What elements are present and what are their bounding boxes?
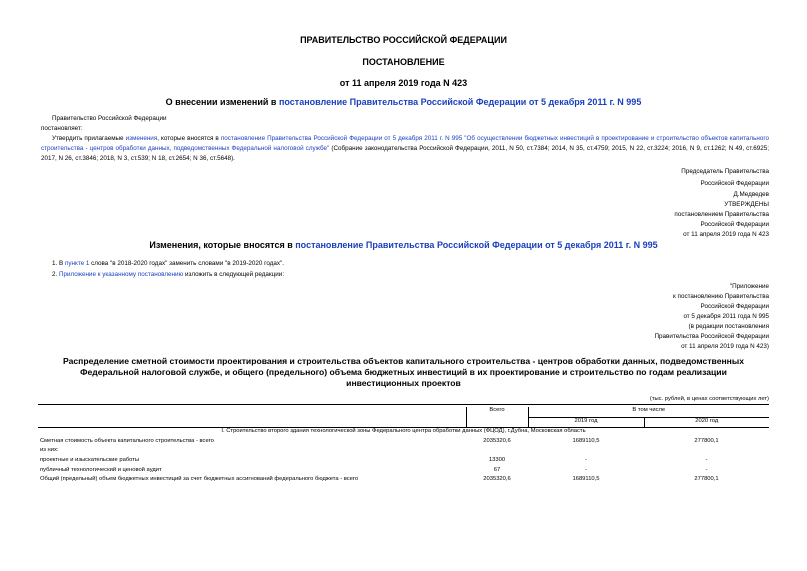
row-total: 2035320,6 bbox=[483, 437, 511, 444]
change-item-2-a: 2. bbox=[52, 271, 60, 278]
decree-995-full-link[interactable]: постановление Правительства Российской Федерации от 5 декабря 2011 г. N 995 "Об осуществлении бюджетных инвестиций в проектирование и строительство объектов капитального строительства - центров обработки данных, подведомственных Федеральной налоговой службе" bbox=[41, 135, 769, 152]
row-2020 bbox=[644, 447, 769, 457]
change-item-1-a: 1. В bbox=[52, 260, 65, 267]
approved-label: УТВЕРЖДЕНЫ bbox=[724, 201, 769, 208]
table-top-rule bbox=[38, 404, 769, 405]
table-subheader-row bbox=[38, 417, 769, 428]
row-total: 67 bbox=[493, 466, 501, 473]
document-title bbox=[0, 97, 807, 107]
annex-line-1: "Приложение bbox=[729, 283, 769, 290]
header-2020: 2020 год bbox=[644, 417, 769, 428]
row-name: из них: bbox=[40, 447, 59, 454]
government-line: Правительство Российской Федерации bbox=[52, 115, 167, 122]
row-2019: 1689110,5 bbox=[572, 476, 600, 483]
row-total: 2035320,6 bbox=[483, 476, 511, 483]
distribution-table bbox=[38, 407, 769, 486]
table-header-row bbox=[38, 407, 769, 417]
row-2019: 1689110,5 bbox=[572, 437, 600, 444]
annex-line-3: Российской Федерации bbox=[700, 303, 769, 310]
units-note: (тыс. рублей, в ценах соответствующих лет) bbox=[649, 396, 769, 402]
row-total bbox=[466, 447, 528, 457]
row-name: Общий (предельный) объем бюджетных инвестиций за счет бюджетных ассигнований федерального бюджета - всего bbox=[40, 476, 359, 483]
changes-link[interactable]: изменения bbox=[125, 135, 158, 142]
table-row bbox=[38, 457, 769, 467]
decrees-line: постановляет: bbox=[41, 125, 83, 132]
row-name: Сметная стоимость объекта капитального строительства - всего bbox=[40, 437, 214, 444]
changes-decree-link[interactable]: постановление Правительства Российской Федерации от 5 декабря 2011 г. N 995 bbox=[295, 240, 658, 250]
table-row bbox=[38, 438, 769, 448]
row-2019: - bbox=[585, 466, 587, 473]
approve-text-b: , которые вносятся в bbox=[157, 135, 221, 142]
document-title-prefix: О внесении изменений в bbox=[165, 97, 279, 107]
document-type: ПОСТАНОВЛЕНИЕ bbox=[362, 57, 445, 67]
row-2020: 277800,1 bbox=[694, 437, 719, 444]
section-title: I. Строительство второго здания технологической зоны Федерального центра обработки данных (ФЦОД), г.Дубна, Московская область bbox=[221, 428, 586, 435]
annex-line-2: к постановлению Правительства bbox=[673, 293, 769, 300]
change-item-1 bbox=[52, 259, 284, 269]
row-name: публичный технологический и ценовой аудит bbox=[40, 466, 162, 473]
table-row bbox=[38, 476, 769, 486]
row-2019: - bbox=[585, 456, 587, 463]
row-total: 13300 bbox=[488, 456, 506, 463]
point-1-link[interactable]: пункте 1 bbox=[64, 260, 90, 267]
table-row bbox=[38, 447, 769, 457]
header-2019: 2019 год bbox=[528, 417, 644, 428]
row-2020: - bbox=[705, 456, 708, 463]
annex-line-5: (в редакции постановления bbox=[688, 323, 769, 330]
decree-995-link[interactable]: постановление Правительства Российской Федерации от 5 декабря 2011 г. N 995 bbox=[278, 97, 642, 107]
approve-text-a: Утвердить прилагаемые bbox=[52, 135, 126, 142]
row-name: проектные и изыскательские работы bbox=[40, 456, 140, 463]
table-row bbox=[38, 467, 769, 477]
row-2020: 277800,1 bbox=[694, 476, 719, 483]
change-item-1-b: слова "в 2018-2020 годах" заменить словами "в 2019-2020 годах". bbox=[89, 260, 285, 267]
annex-line-4: от 5 декабря 2011 года N 995 bbox=[683, 313, 769, 320]
approve-text-c: (Собрание законодательства Российской Федерации, 2011, N 50, ст.7384; 2014, N 35, ст.4759; 2015, N 22, ст.3224; 2016, N 9, ст.1262; N 49, ст.6925; 2017, N 26, ст.3846; 2018, N 3, ст.539; N 18, ст.2654; N 36, ст.5648). bbox=[41, 144, 770, 162]
change-item-2 bbox=[52, 270, 284, 280]
distribution-title: Распределение сметной стоимости проектирования и строительства объектов капитального строительства - центров обработки данных, подведомственных Федеральной налоговой службе, и общего (предельного) объема бюджетных инвестиций в их проектирование и строительство по годам реализации инвестиционных проектов bbox=[62, 356, 744, 388]
approved-date: от 11 апреля 2019 года N 423 bbox=[683, 231, 769, 238]
header-total: Всего bbox=[466, 407, 528, 428]
approve-paragraph bbox=[41, 134, 769, 163]
row-2020: - bbox=[705, 466, 708, 473]
government-title: ПРАВИТЕЛЬСТВО РОССИЙСКОЙ ФЕДЕРАЦИИ bbox=[300, 35, 507, 45]
document-date-number: от 11 апреля 2019 года N 423 bbox=[339, 78, 468, 88]
annex-line-6: Правительства Российской Федерации bbox=[654, 333, 769, 340]
annex-link[interactable]: Приложение к указанному постановлению bbox=[59, 271, 184, 278]
signature-name: Д.Медведев bbox=[733, 191, 769, 198]
approved-country: Российской Федерации bbox=[700, 221, 769, 228]
approved-by: постановлением Правительства bbox=[674, 211, 769, 218]
row-2019 bbox=[528, 447, 644, 457]
signature-country: Российской Федерации bbox=[700, 180, 769, 187]
table-section-row bbox=[38, 428, 769, 438]
changes-title bbox=[0, 240, 807, 250]
signature-position: Председатель Правительства bbox=[681, 168, 769, 175]
change-item-2-b: изложить в следующей редакции: bbox=[183, 271, 285, 278]
annex-line-7: от 11 апреля 2019 года N 423) bbox=[681, 343, 769, 350]
changes-title-prefix: Изменения, которые вносятся в bbox=[149, 240, 296, 250]
header-including: В том числе bbox=[528, 407, 769, 417]
